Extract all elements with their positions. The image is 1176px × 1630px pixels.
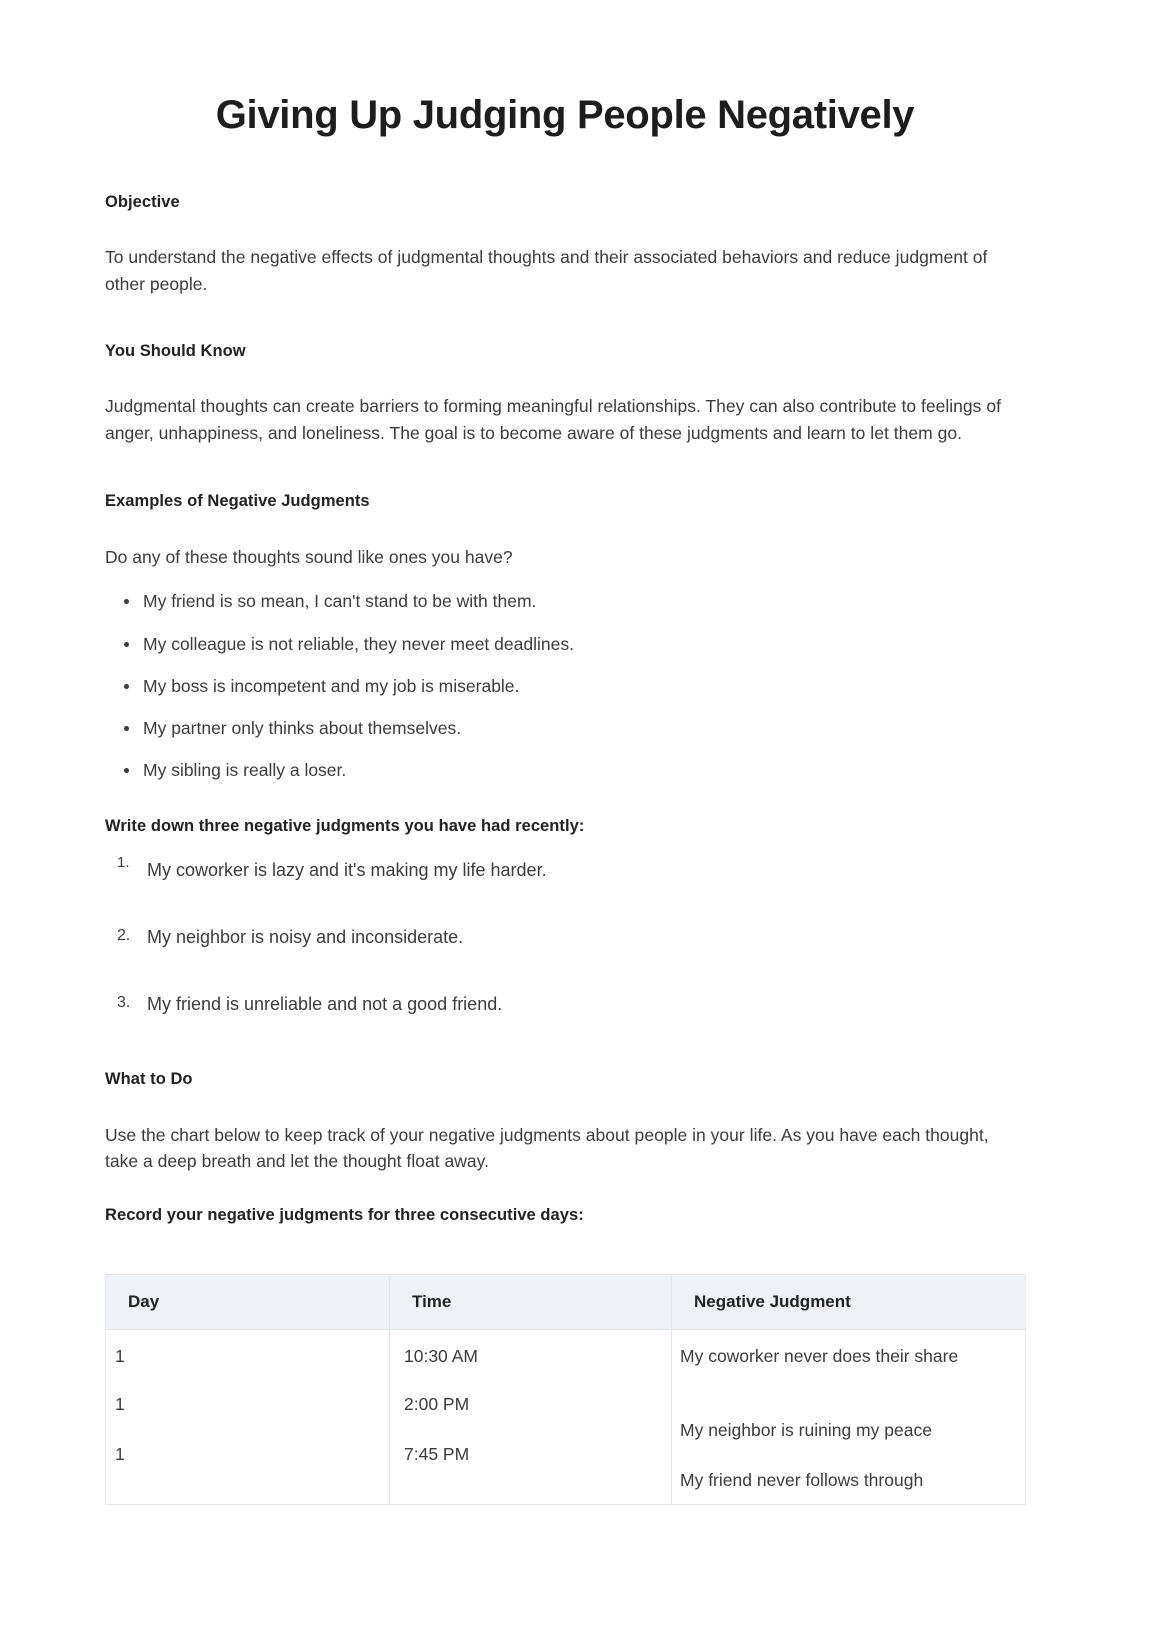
list-item xyxy=(105,991,1025,1017)
section-body-you-should-know: Judgmental thoughts can create barriers to forming meaningful relationships. They can also contribute to feelings of anger, unhappiness, and loneliness. The goal is to become aware of these judgments and learn to let them go. xyxy=(105,396,1001,443)
list-item: My partner only thinks about themselves. xyxy=(105,715,1025,741)
page-title: Giving Up Judging People Negatively xyxy=(215,93,915,137)
section-heading-examples: Examples of Negative Judgments xyxy=(105,492,370,511)
list-item-marker: 2. xyxy=(117,927,131,945)
list-item-text: My neighbor is noisy and inconsiderate. xyxy=(147,927,464,948)
list-item: My friend is so mean, I can't stand to be with them. xyxy=(105,588,1025,614)
document-content xyxy=(105,0,1025,1505)
section-heading-record: Record your negative judgments for three consecutive days: xyxy=(105,1205,584,1224)
list-item-text: My coworker is lazy and it's making my life harder. xyxy=(147,859,547,880)
list-item: My sibling is really a loser. xyxy=(105,757,1025,783)
time-values xyxy=(390,1330,671,1504)
examples-list xyxy=(105,588,1025,783)
cell-time-value: 2:00 PM xyxy=(404,1394,470,1415)
column-header-time: Time xyxy=(390,1275,672,1330)
cell-day-group xyxy=(106,1330,390,1505)
judgment-table xyxy=(105,1274,1026,1505)
section-heading-write-down: Write down three negative judgments you have had recently: xyxy=(105,816,585,835)
list-item: My colleague is not reliable, they never meet deadlines. xyxy=(105,631,1025,657)
list-item-marker: 3. xyxy=(117,994,131,1012)
judgment-table-wrapper xyxy=(105,1274,1025,1505)
judgment-values xyxy=(672,1330,1025,1504)
write-down-list xyxy=(105,853,1025,1017)
section-heading-what-to-do: What to Do xyxy=(105,1070,193,1089)
column-header-judgment: Negative Judgment xyxy=(672,1275,1026,1330)
cell-time-value: 7:45 PM xyxy=(404,1444,470,1465)
cell-day-value: 1 xyxy=(115,1444,125,1465)
cell-time-group xyxy=(390,1330,672,1505)
table-header-row xyxy=(106,1275,1026,1330)
column-header-day: Day xyxy=(106,1275,390,1330)
list-item: My boss is incompetent and my job is miserable. xyxy=(105,673,1025,699)
cell-day-value: 1 xyxy=(115,1346,125,1367)
list-item xyxy=(105,853,1025,883)
cell-judgment-value: My neighbor is ruining my peace xyxy=(680,1420,932,1441)
examples-prompt: Do any of these thoughts sound like ones you have? xyxy=(105,546,513,567)
table-row xyxy=(106,1330,1026,1505)
section-heading-you-should-know: You Should Know xyxy=(105,341,246,360)
day-values xyxy=(106,1330,389,1504)
cell-judgment-group xyxy=(672,1330,1026,1505)
cell-judgment-value: My coworker never does their share xyxy=(680,1346,959,1367)
section-heading-objective: Objective xyxy=(105,193,180,211)
list-item xyxy=(105,924,1025,950)
list-item-marker: 1. xyxy=(117,853,130,871)
cell-time-value: 10:30 AM xyxy=(404,1346,478,1367)
cell-judgment-value: My friend never follows through xyxy=(680,1470,924,1491)
table-body xyxy=(106,1330,1026,1505)
cell-day-value: 1 xyxy=(115,1394,125,1415)
list-item-text: My friend is unreliable and not a good friend. xyxy=(147,994,503,1015)
section-body-objective: To understand the negative effects of judgmental thoughts and their associated behaviors and reduce judgment of other people. xyxy=(105,247,988,295)
section-body-what-to-do: Use the chart below to keep track of your negative judgments about people in your life. As you have each thought, take a deep breath and let the thought float away. xyxy=(105,1124,989,1172)
table-header xyxy=(106,1275,1026,1330)
